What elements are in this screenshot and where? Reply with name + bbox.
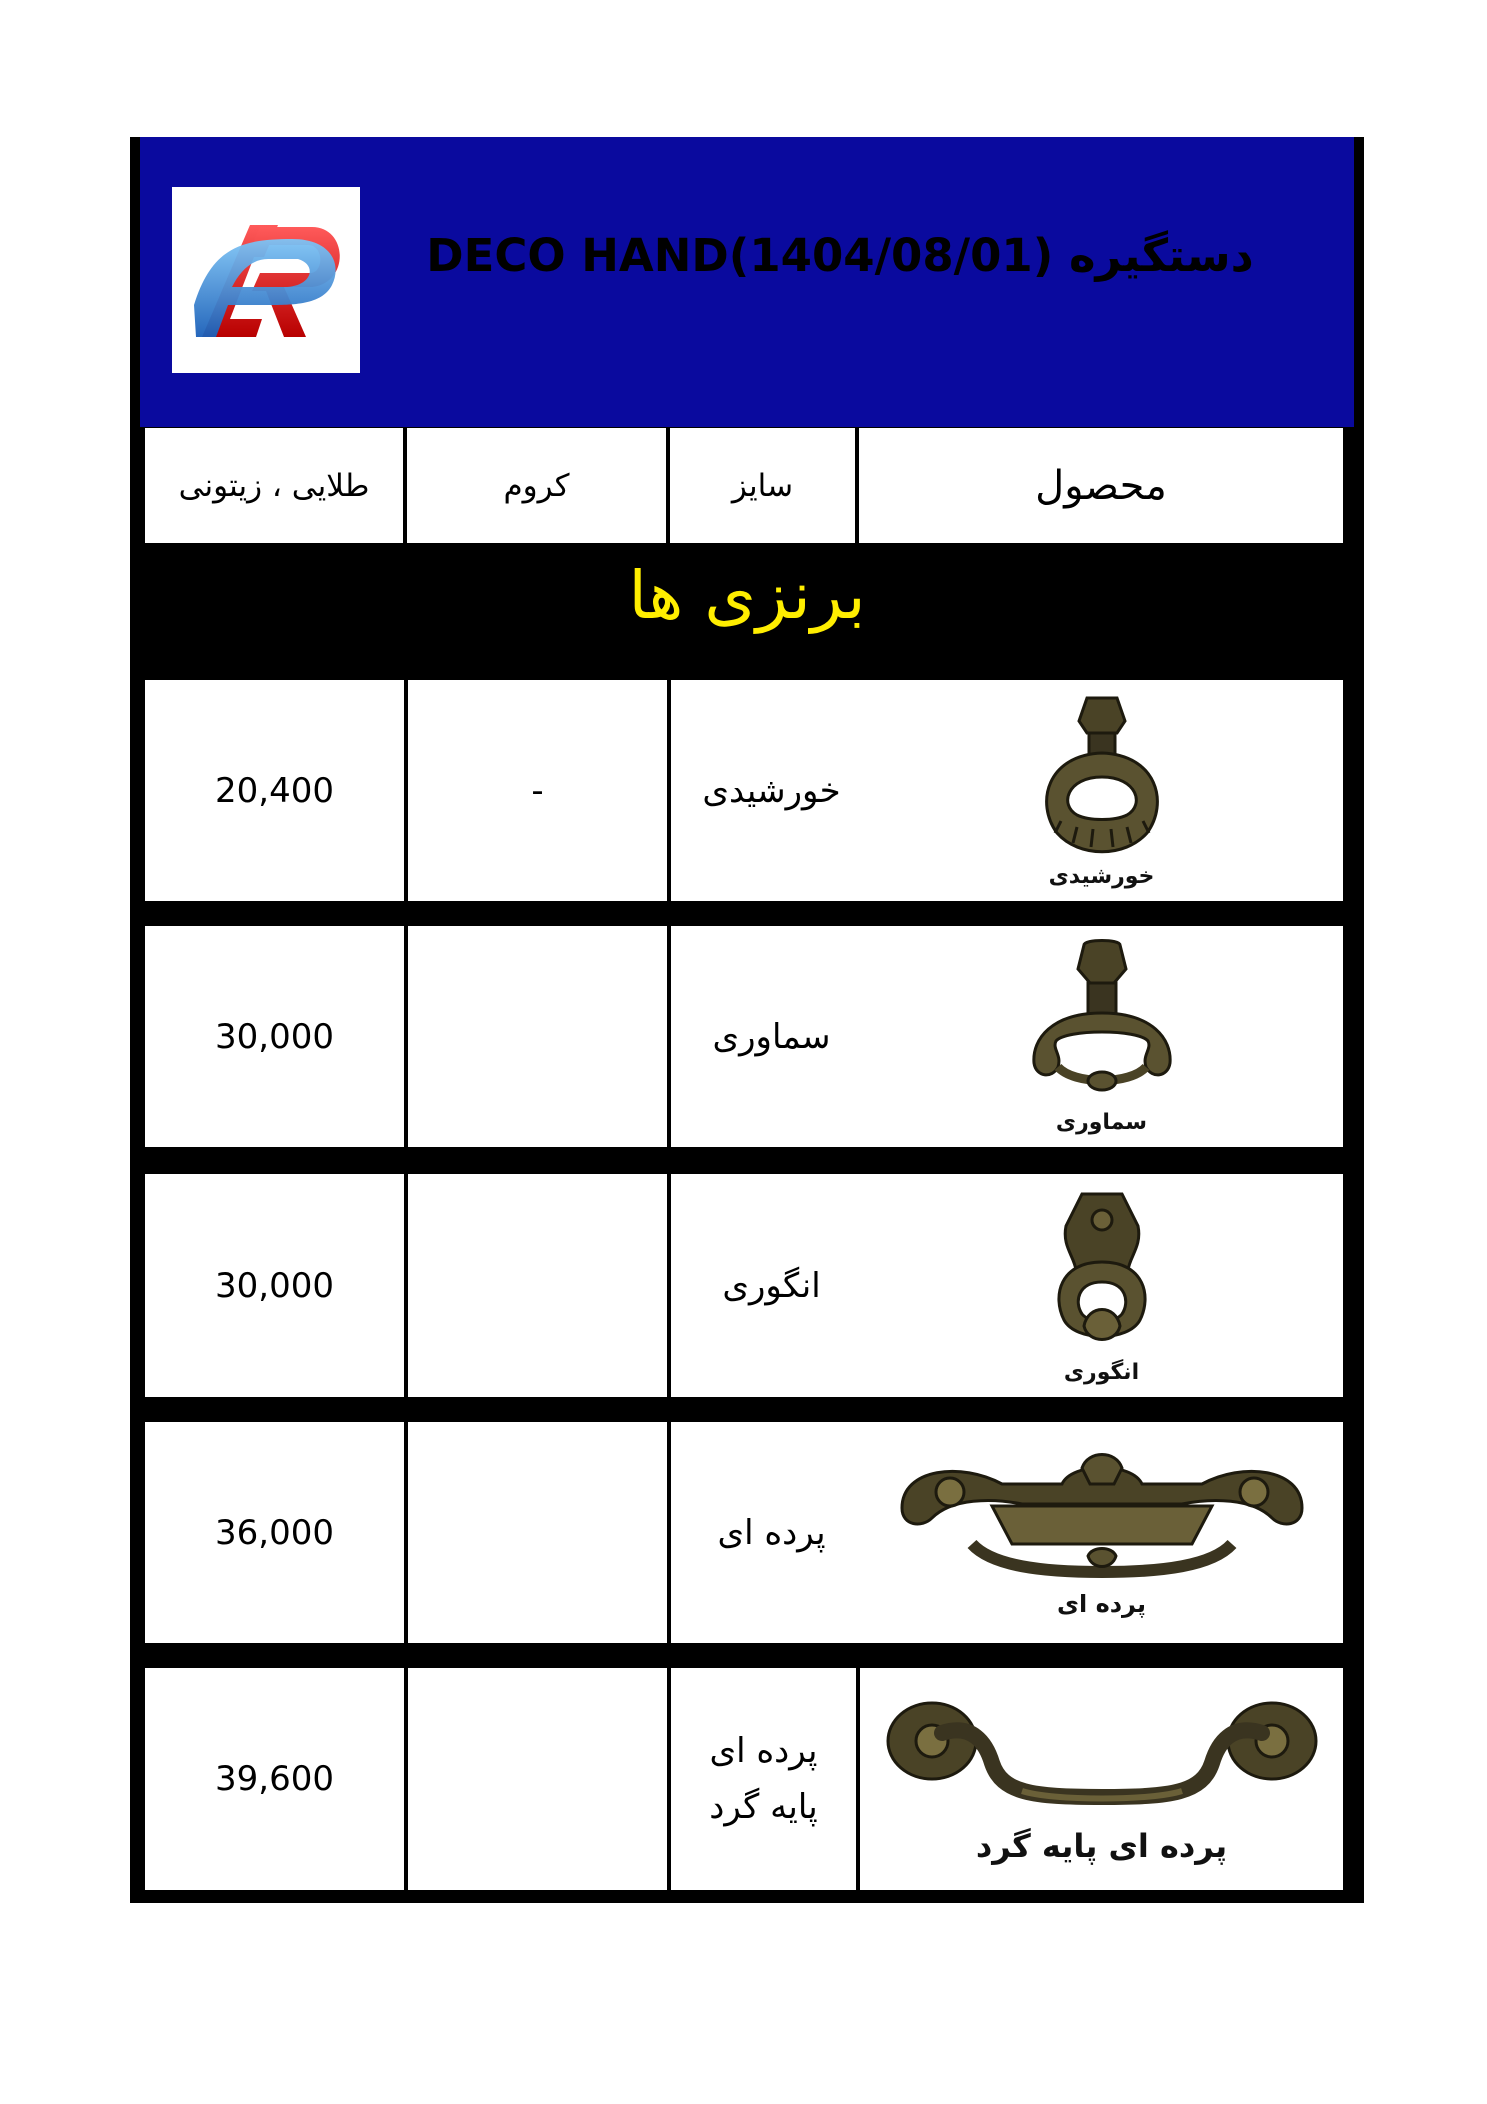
chrome-cell	[408, 1174, 667, 1397]
size-cell: سماوری	[671, 926, 872, 1147]
price-cell: 30,000	[145, 926, 404, 1147]
chrome-cell	[408, 1668, 667, 1890]
product-caption: خورشیدی	[1048, 863, 1155, 889]
chrome-cell: -	[408, 680, 667, 901]
chrome-cell	[408, 1422, 667, 1643]
price-cell: 20,400	[145, 680, 404, 901]
column-header-product: محصول	[859, 428, 1343, 543]
page-title: دستگیره DECO HAND(1404/08/01)	[426, 229, 1254, 282]
round-base-pull-handle-icon	[882, 1693, 1322, 1823]
ring-handle-grape-icon	[1042, 1186, 1162, 1356]
product-cell	[860, 1668, 1343, 1890]
product-cell	[860, 926, 1343, 1147]
product-caption: سماوری	[1055, 1109, 1148, 1135]
column-header-chrome: کروم	[407, 428, 666, 543]
price-cell: 30,000	[145, 1174, 404, 1397]
product-cell	[860, 680, 1343, 901]
chrome-cell	[408, 926, 667, 1147]
ring-handle-sun-icon	[1027, 693, 1177, 858]
logo	[172, 187, 360, 373]
column-header-size: سایز	[670, 428, 855, 543]
product-caption: پرده ای	[1056, 1589, 1146, 1618]
product-caption: انگوری	[1063, 1360, 1140, 1385]
price-cell: 36,000	[145, 1422, 404, 1643]
price-sheet	[130, 137, 1364, 1903]
header-band	[140, 137, 1354, 427]
section-title: برنزی ها	[628, 557, 866, 634]
drop-pull-handle-icon	[892, 1448, 1312, 1588]
price-cell: 39,600	[145, 1668, 404, 1890]
ar-logo-icon	[172, 187, 360, 373]
product-cell	[860, 1422, 1343, 1643]
size-cell: خورشیدی	[671, 680, 872, 901]
column-header-gold-olive: طلایی ، زیتونی	[145, 428, 403, 543]
ring-handle-samovar-icon	[1022, 939, 1182, 1104]
size-cell: پرده ای	[671, 1422, 872, 1643]
product-cell	[860, 1174, 1343, 1397]
product-caption: پرده ای پایه گرد	[975, 1827, 1228, 1865]
size-cell: انگوری	[671, 1174, 872, 1397]
size-cell: پرده ای پایه گرد	[671, 1668, 856, 1890]
